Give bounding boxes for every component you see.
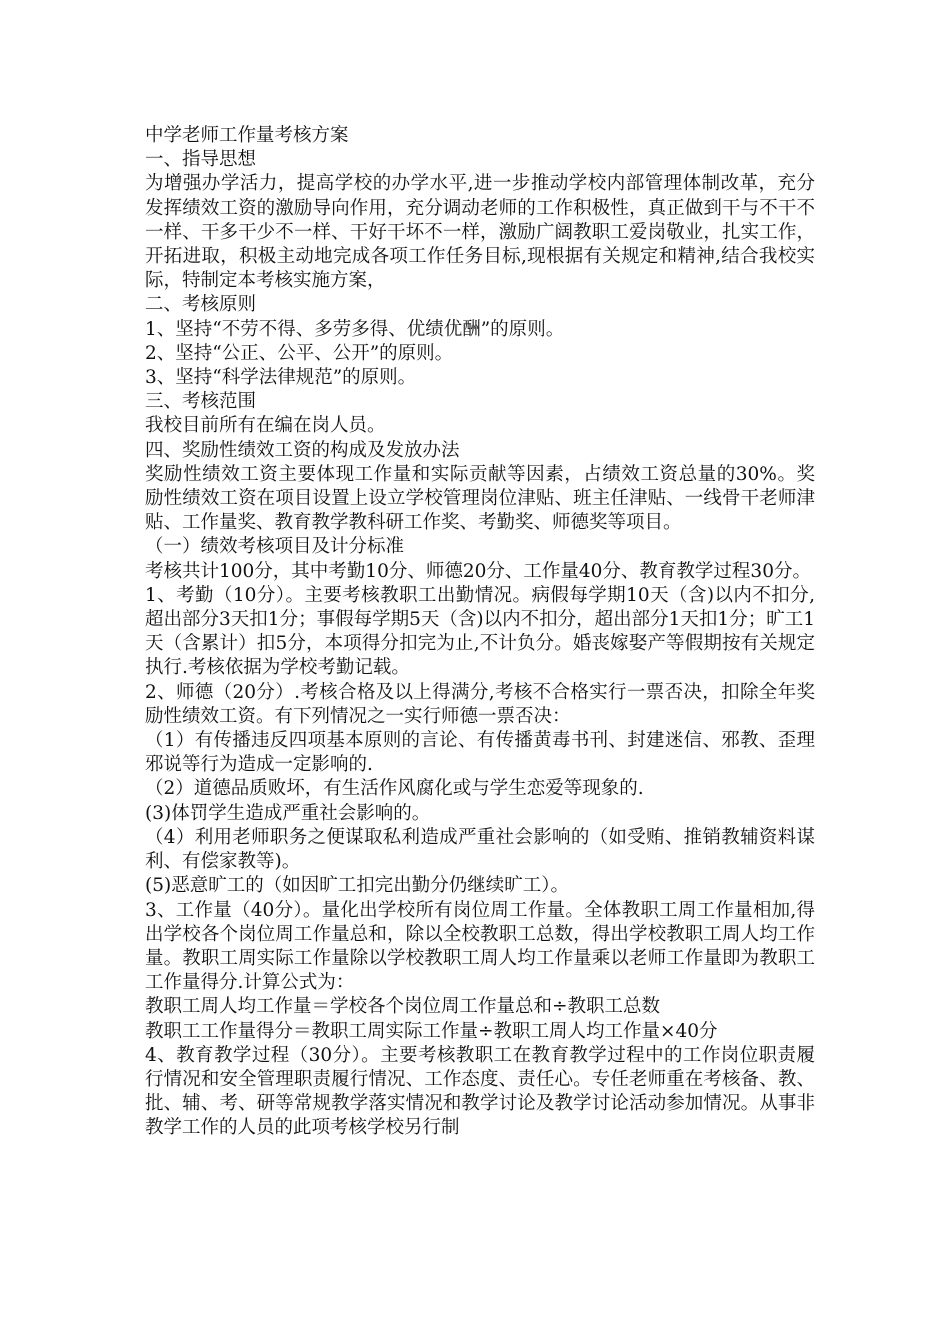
document-title: 中学老师工作量考核方案 [145, 125, 349, 146]
paragraph-ethics: 2、师德（20分）.考核合格及以上得满分,考核不合格实行一票否决，扣除全年奖励性绩效工资。有下列情况之一实行师德一票否决： [145, 681, 815, 727]
section-heading-scope: 三、考核范围 [145, 391, 257, 413]
principle-item-3: 3、坚持“科学法律规范”的原则。 [145, 367, 417, 389]
ethics-item-5: (5)恶意旷工的（如因旷工扣完出勤分仍继续旷工）。 [145, 875, 569, 897]
document-body [145, 124, 815, 1141]
paragraph-teaching-process: 4、教育教学过程（30分）。主要考核教职工在教育教学过程中的工作岗位职责履行情况和安全管理职责履行情况、工作态度、责任心。专任老师重在考核备、教、批、辅、考、研等常规教学落实情况和教学讨论及教学讨论活动参加情况。从事非教学工作的人员的此项考核学校另行制 [145, 1044, 815, 1139]
paragraph-guiding-ideology: 为增强办学活力，提高学校的办学水平,进一步推动学校内部管理体制改革，充分发挥绩效工资的激励导向作用，充分调动老师的工作积极性，真正做到干与不干不一样、干多干少不一样、干好干坏不一样，激励广阔教职工爱岗敬业，扎实工作，开拓进取，积极主动地完成各项工作任务目标,现根据有关规定和精神,结合我校实际，特制定本考核实施方案， [145, 173, 815, 292]
formula-average-workload: 教职工周人均工作量＝学校各个岗位周工作量总和÷教职工总数 [145, 996, 661, 1018]
formula-workload-score: 教职工工作量得分＝教职工周实际工作量÷教职工周人均工作量×40分 [145, 1020, 718, 1042]
principle-item-2: 2、坚持“公正、公平、公开”的原则。 [145, 342, 454, 364]
section-heading-guiding-ideology: 一、指导思想 [145, 149, 257, 171]
principle-item-1: 1、坚持“不劳不得、多劳多得、优绩优酬”的原则。 [145, 318, 565, 340]
paragraph-bonus-structure: 奖励性绩效工资主要体现工作量和实际贡献等因素，占绩效工资总量的30%。奖励性绩效工资在项目设置上设立学校管理岗位津贴、班主任津贴、一线骨干老师津贴、工作量奖、教育教学教科研工作奖、考勤奖、师德奖等项目。 [145, 463, 815, 534]
paragraph-attendance: 1、考勤（10分）。主要考核教职工出勤情况。病假每学期10天（含)以内不扣分,超出部分3天扣1分；事假每学期5天（含)以内不扣分，超出部分1天扣1分；旷工1天（含累计）扣5分，本项得分扣完为止,不计负分。婚丧嫁娶产等假期按有关规定执行.考核依据为学校考勤记载。 [145, 584, 815, 679]
paragraph-scoring-total: 考核共计100分，其中考勤10分、师德20分、工作量40分、教育教学过程30分。 [145, 560, 811, 582]
ethics-item-1: （1）有传播违反四项基本原则的言论、有传播黄毒书刊、封建迷信、邪教、歪理邪说等行为造成一定影响的. [145, 730, 815, 776]
ethics-item-3: (3)体罚学生造成严重社会影响的。 [145, 802, 431, 824]
paragraph-workload: 3、工作量（40分）。量化出学校所有岗位周工作量。全体教职工周工作量相加,得出学校各个岗位周工作量总和，除以全校教职工总数，得出学校教职工周人均工作量。教职工周实际工作量除以学校教职工周人均工作量乘以老师工作量即为教职工工作量得分.计算公式为： [145, 899, 815, 994]
subsection-heading-scoring: （一）绩效考核项目及计分标准 [145, 536, 405, 558]
ethics-item-2: （2）道德品质败坏，有生活作风腐化或与学生恋爱等现象的. [145, 778, 644, 800]
ethics-item-4: （4）利用老师职务之便谋取私利造成严重社会影响的（如受贿、推销教辅资料谋利、有偿家教等)。 [145, 826, 815, 873]
section-heading-principles: 二、考核原则 [145, 294, 257, 316]
paragraph-scope: 我校目前所有在编在岗人员。 [145, 415, 386, 437]
section-heading-bonus-structure: 四、奖励性绩效工资的构成及发放办法 [145, 439, 460, 461]
